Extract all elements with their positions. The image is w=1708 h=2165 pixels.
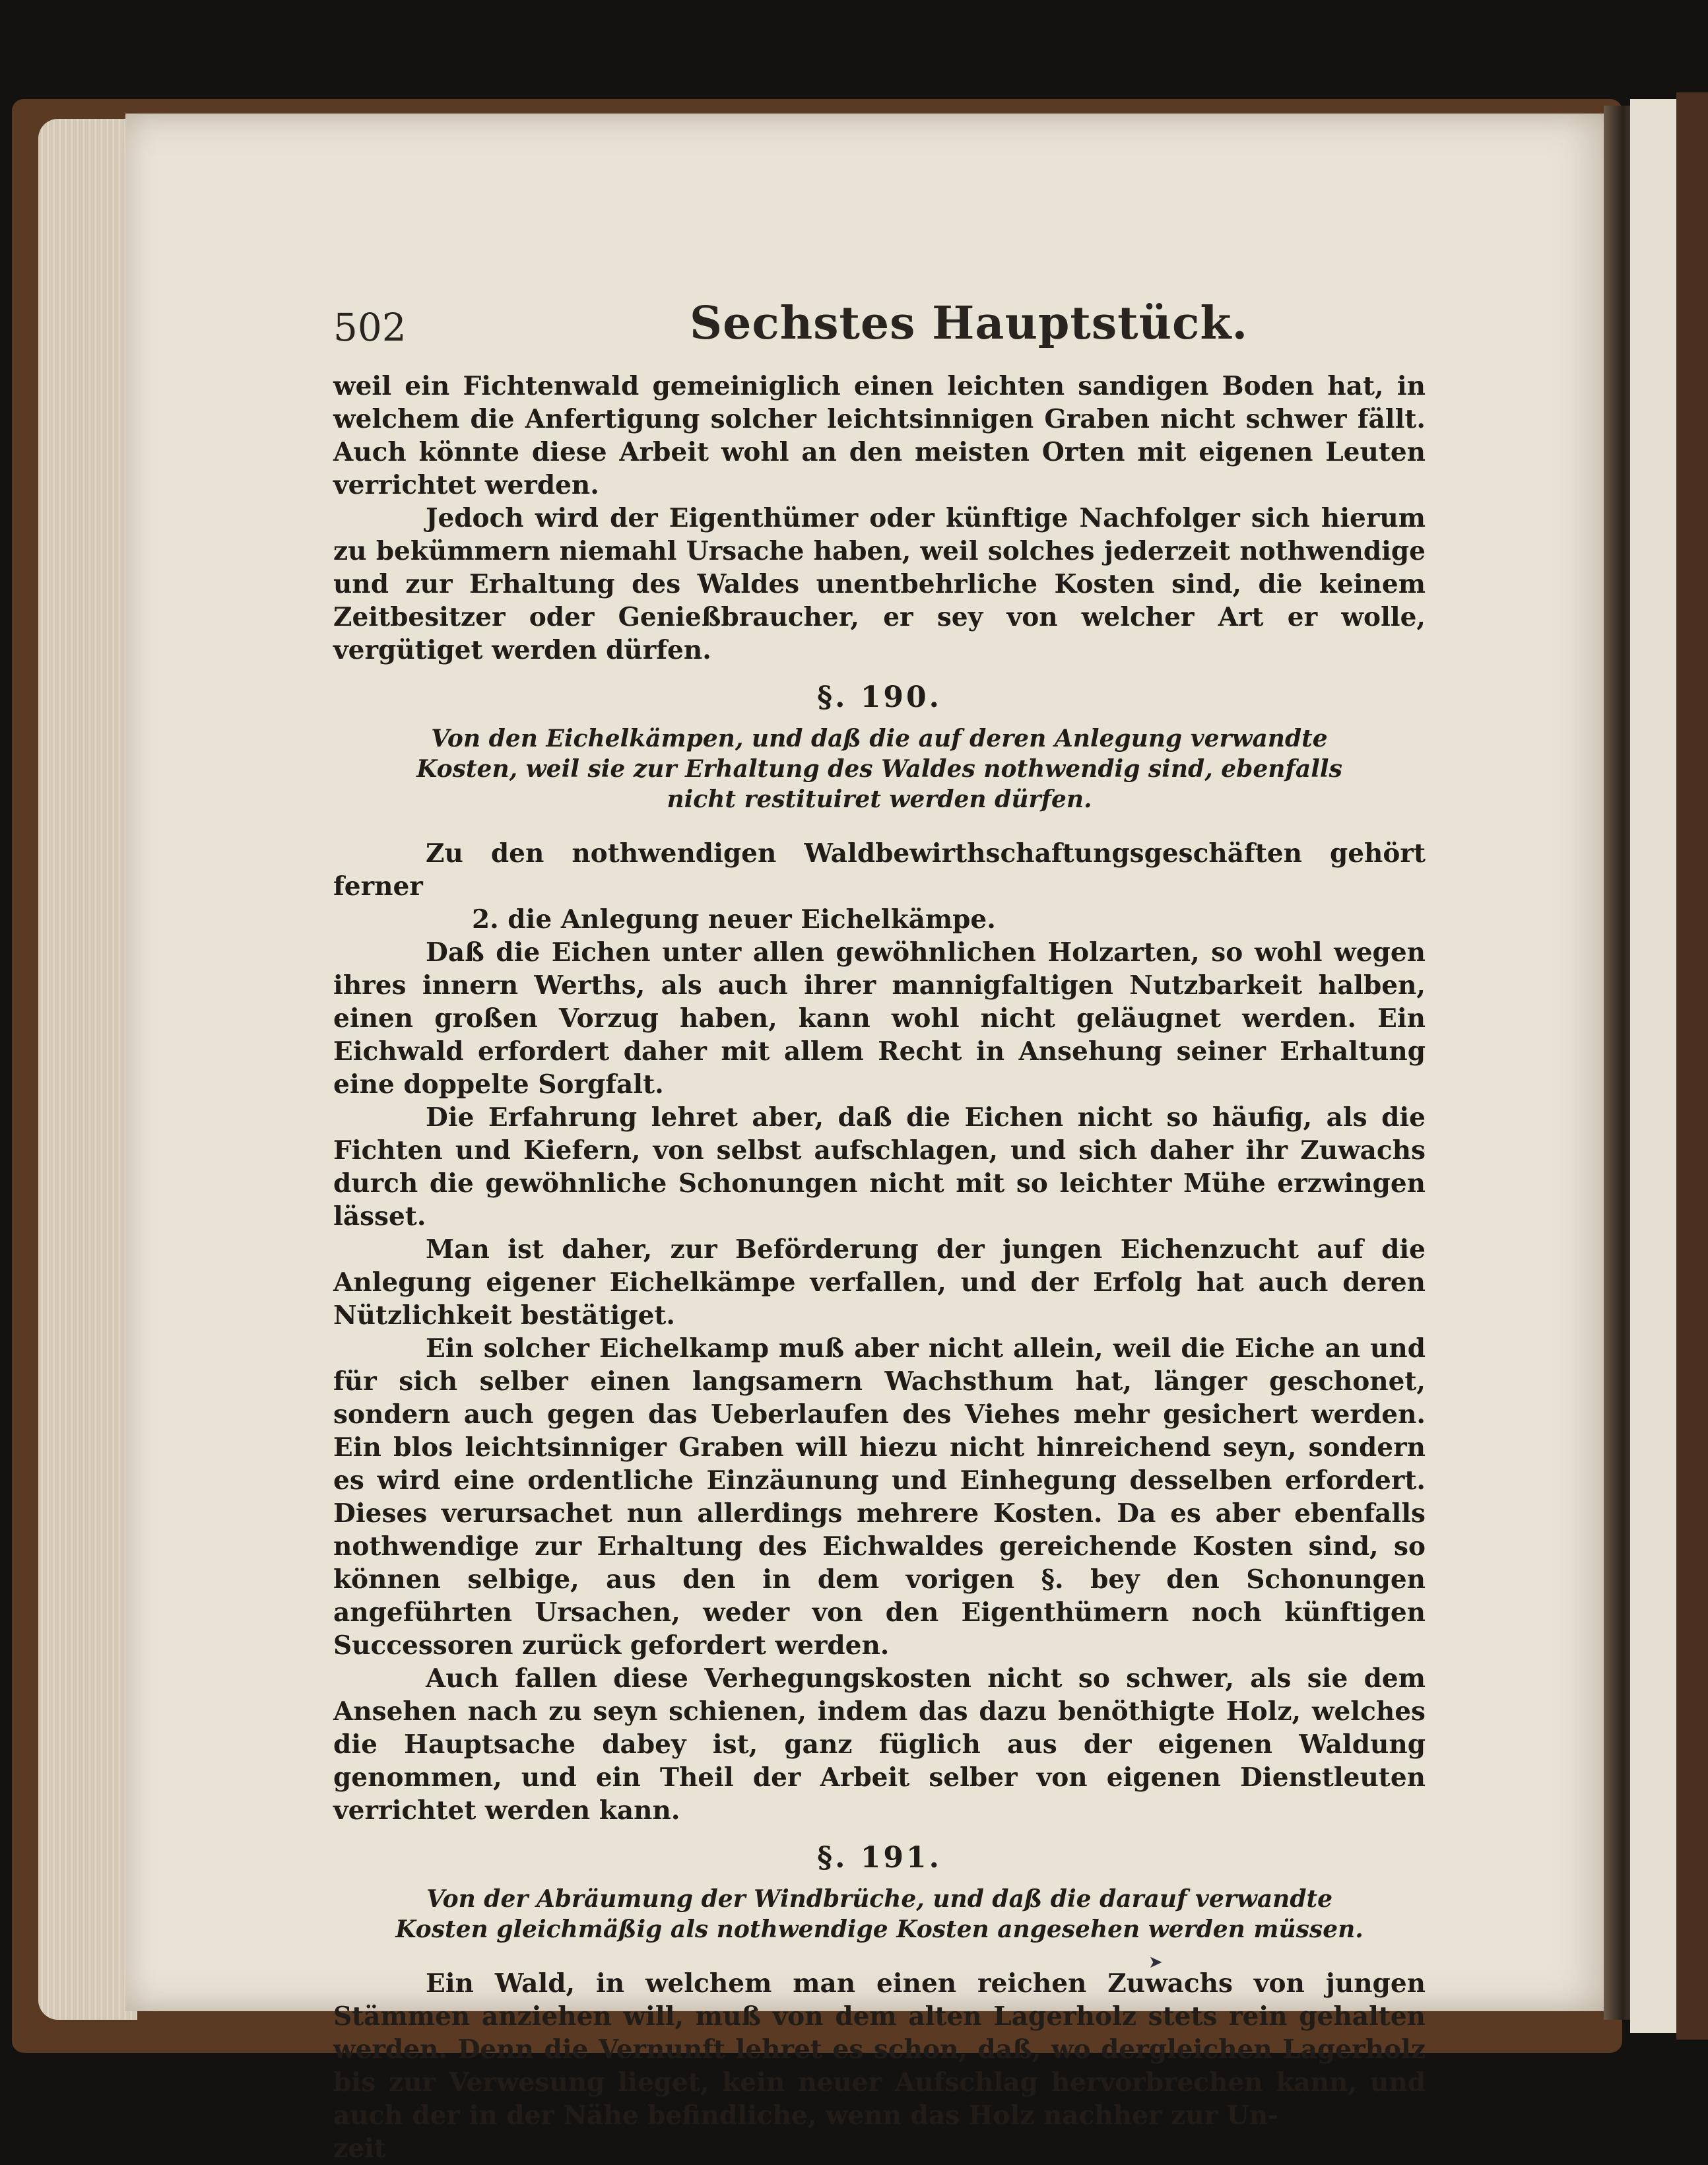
- catchword: zeit: [333, 2133, 386, 2164]
- section-number: §. 191.: [817, 1841, 942, 1875]
- section-summary: Von den Eichelkämpen, und daß die auf deren Anlegung verwandte Kosten, weil sie zur Erhaltung des Waldes nothwendig sind, ebenfalls nicht restituiret werden dürfen.: [416, 725, 1342, 813]
- page-edges: [38, 119, 137, 2020]
- running-title: Sechstes Hauptstück.: [690, 297, 1249, 350]
- paragraph: Zu den nothwendigen Waldbewirthschaftungsgeschäften gehört ferner: [333, 838, 1426, 902]
- paragraph: Ein solcher Eichelkamp muß aber nicht allein, weil die Eiche an und für sich selber einen langsamern Wachsthum hat, länger geschonet, sondern auch gegen das Ueberlaufen des Viehes mehr gesichert werden. Ein blos leichtsinniger Graben will hiezu nicht hinreichend seyn, sondern es wird eine ordentliche Einzäunung und Einhegung desselben erfordert. Dieses verursachet nun allerdings mehrere Kosten. Da es aber ebenfalls nothwendige zur Erhaltung des Eichwaldes gereichende Kosten sind, so können selbige, aus den in dem vorigen §. bey den Schonungen angeführten Ursachen, weder von den Eigenthümern noch künftigen Successoren zurück gefordert werden.: [333, 1333, 1426, 1661]
- list-item: 2. die Anlegung neuer Eichelkämpe.: [472, 904, 996, 935]
- paragraph: Daß die Eichen unter allen gewöhnlichen Holzarten, so wohl wegen ihres innern Werths, als auch ihrer mannigfaltigen Nutzbarkeit halben, einen großen Vorzug haben, kann wohl nicht geläugnet werden. Ein Eichwald erfordert daher mit allem Recht in Ansehung seiner Erhaltung eine doppelte Sorgfalt.: [333, 937, 1426, 1100]
- paragraph: Ein Wald, in welchem man einen reichen Zuwachs von jungen Stämmen anziehen will, muß von dem alten Lagerholz stets rein gehalten werden. Denn die Vernunft lehret es schon, daß, wo dergleichen Lagerholz bis zur Verwesung lieget, kein neuer Aufschlag hervorbrechen kann, und auch der in der Nähe befindliche, wenn das Holz nachher zur Un-: [333, 1968, 1426, 2131]
- paragraph: Jedoch wird der Eigenthümer oder künftige Nachfolger sich hierum zu bekümmern niemahl Ursache haben, weil solches jederzeit nothwendige und zur Erhaltung des Waldes unentbehrliche Kosten sind, die keinem Zeitbesitzer oder Genießbraucher, er sey von welcher Art er wolle, vergütiget werden dürfen.: [333, 503, 1426, 665]
- paragraph: Die Erfahrung lehret aber, daß die Eichen nicht so häufig, als die Fichten und Kiefern, von selbst aufschlagen, und sich daher ihr Zuwachs durch die gewöhnliche Schonungen nicht mit so leichter Mühe erzwingen lässet.: [333, 1102, 1426, 1232]
- page-body: [333, 370, 1426, 2165]
- paragraph: weil ein Fichtenwald gemeiniglich einen leichten sandigen Boden hat, in welchem die Anfertigung solcher leichtsinnigen Graben nicht schwer fällt. Auch könnte diese Arbeit wohl an den meisten Orten mit eigenen Leuten verrichtet werden.: [333, 371, 1426, 500]
- pin-mark: ➤: [1148, 1952, 1163, 1972]
- section-number: §. 190.: [817, 681, 942, 714]
- section-summary: Von der Abräumung der Windbrüche, und daß die darauf verwandte Kosten gleichmäßig als nothwendige Kosten angesehen werden müssen.: [395, 1885, 1363, 1943]
- page-header: [333, 297, 1363, 370]
- right-cover: [1676, 92, 1708, 2040]
- paragraph: Man ist daher, zur Beförderung der jungen Eichenzucht auf die Anlegung eigener Eichelkämpe verfallen, und der Erfolg hat auch deren Nützlichkeit bestätiget.: [333, 1234, 1426, 1331]
- paragraph: Auch fallen diese Verhegungskosten nicht so schwer, als sie dem Ansehen nach zu seyn schienen, indem das dazu benöthigte Holz, welches die Hauptsache dabey ist, ganz füglich aus der eigenen Waldung genommen, und ein Theil der Arbeit selber von eigenen Dienstleuten verrichtet werden kann.: [333, 1663, 1426, 1826]
- page-number: 502: [333, 305, 407, 350]
